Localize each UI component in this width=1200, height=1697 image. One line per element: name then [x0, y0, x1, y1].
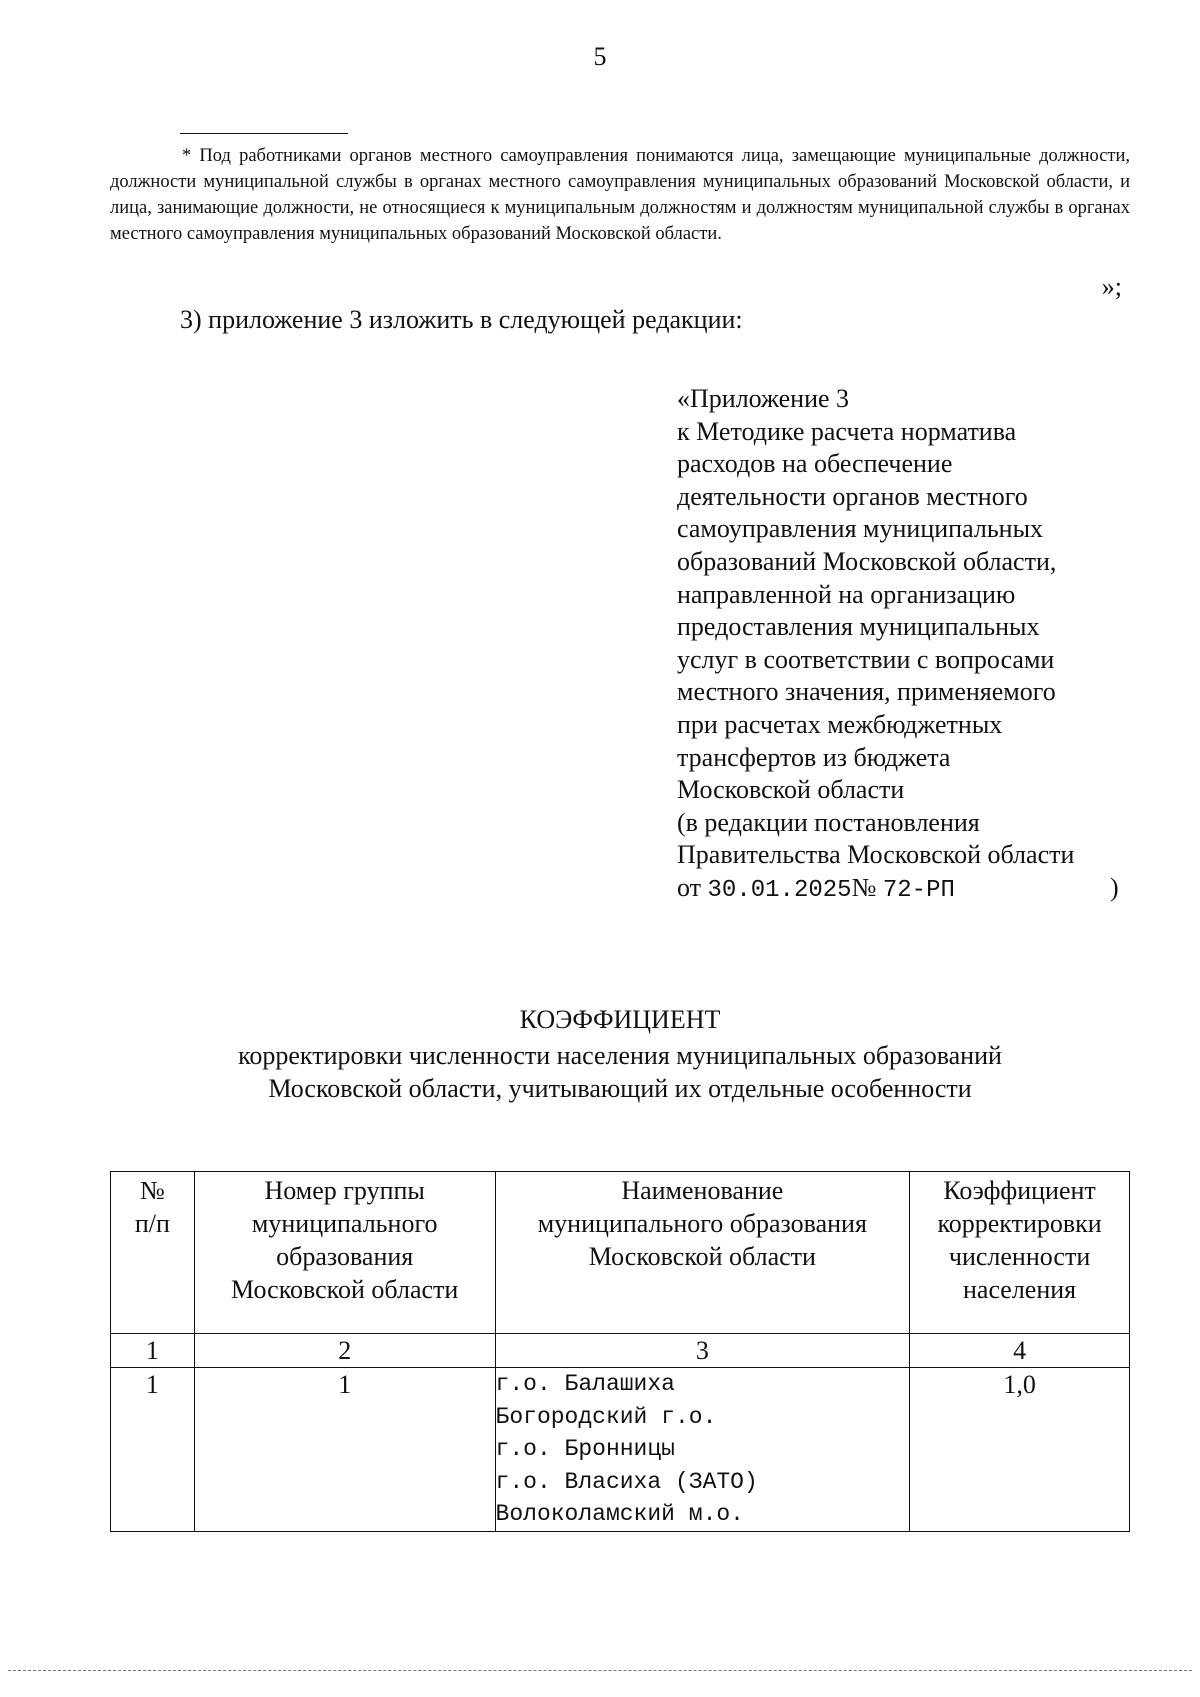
header-index: № п/п — [111, 1172, 195, 1334]
resolution-number: 72-РП — [882, 876, 955, 904]
header-group-number: Номер группы муниципального образования Московской области — [194, 1172, 495, 1334]
row-coefficient: 1,0 — [910, 1368, 1130, 1532]
subtitle-line: Московской области, учитывающий их отдельные особенности — [268, 1074, 972, 1103]
number-sign: № — [851, 872, 877, 902]
footnote — [110, 143, 1130, 247]
footnote-divider — [180, 133, 348, 134]
appendix-line: к Методике расчета норматива — [677, 416, 1017, 446]
municipality-name: г.о. Бронницы — [495, 1436, 675, 1462]
document-title: КОЭФФИЦИЕНТ — [519, 1005, 721, 1034]
appendix-line: предоставления муниципальных — [677, 612, 1040, 642]
appendix-line: самоуправления муниципальных — [677, 514, 1044, 544]
header-coefficient: Коэффициент корректировки численности населения — [910, 1172, 1130, 1334]
table-row — [111, 1368, 1130, 1532]
table-header-row — [111, 1172, 1130, 1334]
footnote-marker: * — [182, 146, 192, 166]
column-number: 3 — [495, 1334, 910, 1368]
row-index: 1 — [111, 1368, 195, 1532]
appendix-line: Правительства Московской области — [677, 840, 1075, 870]
appendix-line: образований Московской области, — [677, 546, 1057, 576]
appendix-header-block — [677, 383, 1147, 908]
document-subtitle — [0, 1039, 1200, 1105]
subtitle-line: корректировки численности населения муниципальных образований — [238, 1041, 1002, 1070]
appendix-line: при расчетах межбюджетных — [677, 709, 1003, 739]
row-group: 1 — [194, 1368, 495, 1532]
column-number-row — [111, 1334, 1130, 1368]
coefficient-table — [110, 1171, 1130, 1532]
closing-quote: »; — [1101, 272, 1122, 301]
municipality-name: г.о. Власиха (ЗАТО) — [495, 1468, 758, 1495]
appendix-line: «Приложение 3 — [677, 384, 850, 413]
column-number: 1 — [111, 1334, 195, 1368]
municipality-name: Богородский г.о. — [495, 1403, 717, 1430]
row-municipalities — [495, 1368, 910, 1532]
instruction-paragraph: 3) приложение 3 изложить в следующей редакции: — [180, 305, 743, 334]
closing-paren: ) — [1110, 872, 1119, 902]
column-number: 2 — [194, 1334, 495, 1368]
appendix-line: местного значения, применяемого — [677, 677, 1056, 707]
resolution-date: 30.01.2025 — [707, 876, 852, 904]
appendix-line: деятельности органов местного — [677, 481, 1028, 511]
page-number: 5 — [593, 42, 607, 71]
appendix-line: Московской области — [677, 775, 905, 805]
appendix-date-line — [677, 872, 1147, 908]
date-prefix: от — [677, 872, 702, 902]
header-municipality-name: Наименование муниципального образования Московской области — [495, 1172, 910, 1334]
footnote-text: Под работниками органов местного самоуправления понимаются лица, замещающие муниципальные должности, должности муниципальной службы в органах местного самоуправления муниципальных образований Московской области, и лица, занимающие должности, не относящиеся к муниципальным должностям и должностям муниципальной службы в органах местного самоуправления муниципальных образований Московской области. — [110, 146, 1131, 244]
municipality-name: Волоколамский м.о. — [495, 1501, 744, 1527]
appendix-line: трансфертов из бюджета — [677, 742, 951, 772]
column-number: 4 — [910, 1334, 1130, 1368]
appendix-line: (в редакции постановления — [677, 807, 980, 837]
scan-bottom-edge — [8, 1670, 1192, 1671]
appendix-line: направленной на организацию — [677, 579, 1016, 609]
municipality-name: г.о. Балашиха — [495, 1371, 675, 1397]
appendix-line: услуг в соответствии с вопросами — [677, 644, 1055, 674]
appendix-line: расходов на обеспечение — [677, 449, 953, 479]
